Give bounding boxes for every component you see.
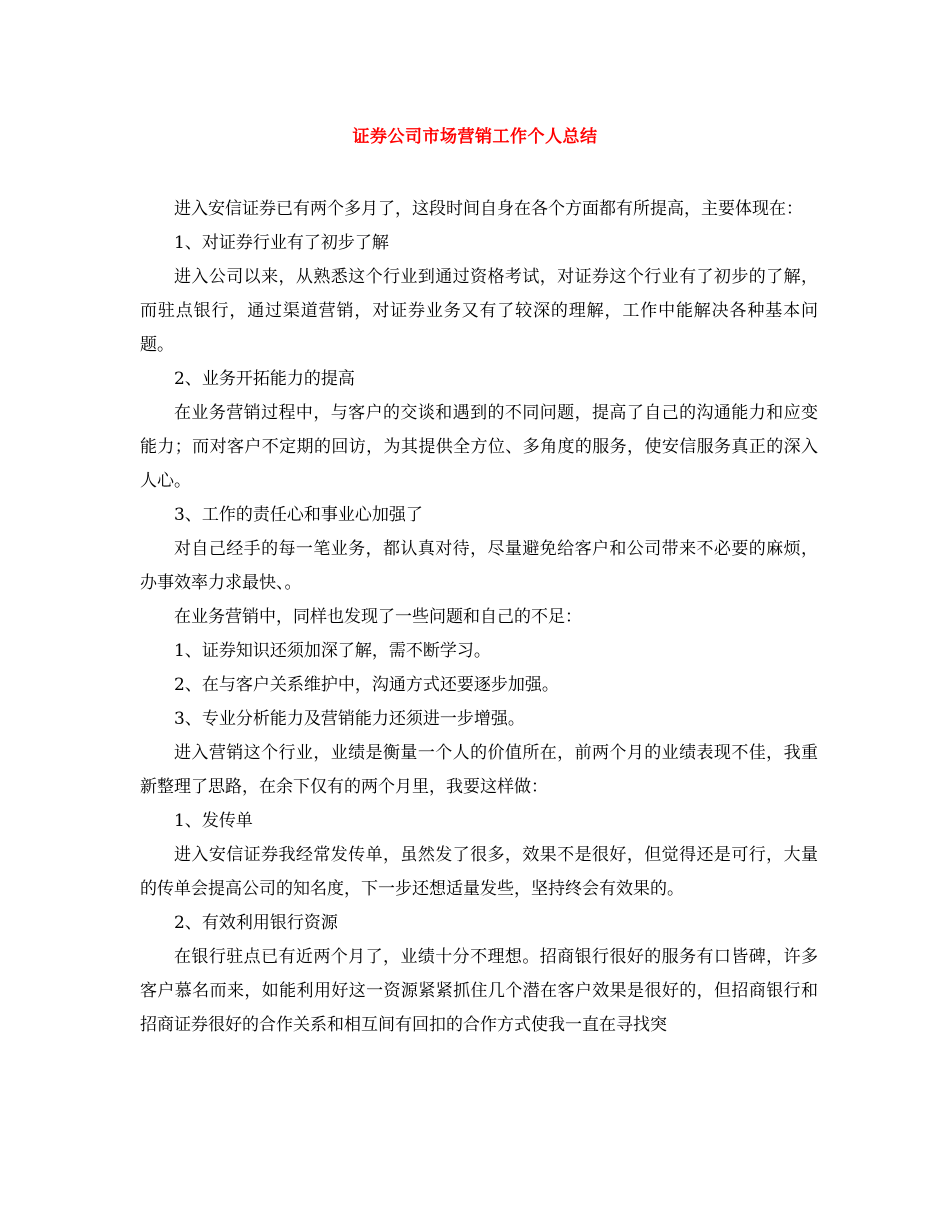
section-heading: 2、有效利用银行资源	[174, 913, 338, 933]
section-heading: 1、对证券行业有了初步了解	[174, 233, 389, 253]
section-heading: 3、工作的责任心和事业心加强了	[174, 505, 423, 525]
document-title: 证券公司市场营销工作个人总结	[352, 127, 598, 147]
paragraph: 进入公司以来，从熟悉这个行业到通过资格考试，对证券这个行业有了初步的了解，而驻点银行，通过渠道营销，对证券业务又有了较深的理解，工作中能解决各种基本问题。	[140, 267, 818, 355]
paragraph: 对自己经手的每一笔业务，都认真对待，尽量避免给客户和公司带来不必要的麻烦，办事效率力求最快、。	[140, 539, 818, 593]
list-item: 2、在与客户关系维护中，沟通方式还要逐步加强。	[174, 675, 559, 695]
list-item: 3、专业分析能力及营销能力还须进一步增强。	[174, 709, 525, 729]
paragraph: 进入安信证券已有两个多月了，这段时间自身在各个方面都有所提高，主要体现在：	[174, 199, 803, 219]
paragraph: 进入安信证券我经常发传单，虽然发了很多，效果不是很好，但觉得还是可行，大量的传单会提高公司的知名度，下一步还想适量发些，坚持终会有效果的。	[140, 845, 818, 899]
paragraph: 在业务营销中，同样也发现了一些问题和自己的不足：	[174, 607, 582, 627]
document-body	[140, 192, 818, 1042]
section-heading: 2、业务开拓能力的提高	[174, 369, 355, 389]
paragraph: 在业务营销过程中，与客户的交谈和遇到的不同问题，提高了自己的沟通能力和应变能力；而对客户不定期的回访，为其提供全方位、多角度的服务，使安信服务真正的深入人心。	[140, 403, 818, 491]
paragraph: 在银行驻点已有近两个月了，业绩十分不理想。招商银行很好的服务有口皆碑，许多客户慕名而来，如能利用好这一资源紧紧抓住几个潜在客户效果是很好的，但招商银行和招商证券很好的合作关系和相互间有回扣的合作方式使我一直在寻找突	[140, 947, 818, 1035]
section-heading: 1、发传单	[174, 811, 253, 831]
list-item: 1、证券知识还须加深了解，需不断学习。	[174, 641, 491, 661]
paragraph: 进入营销这个行业，业绩是衡量一个人的价值所在，前两个月的业绩表现不佳，我重新整理了思路，在余下仅有的两个月里，我要这样做：	[140, 743, 818, 797]
